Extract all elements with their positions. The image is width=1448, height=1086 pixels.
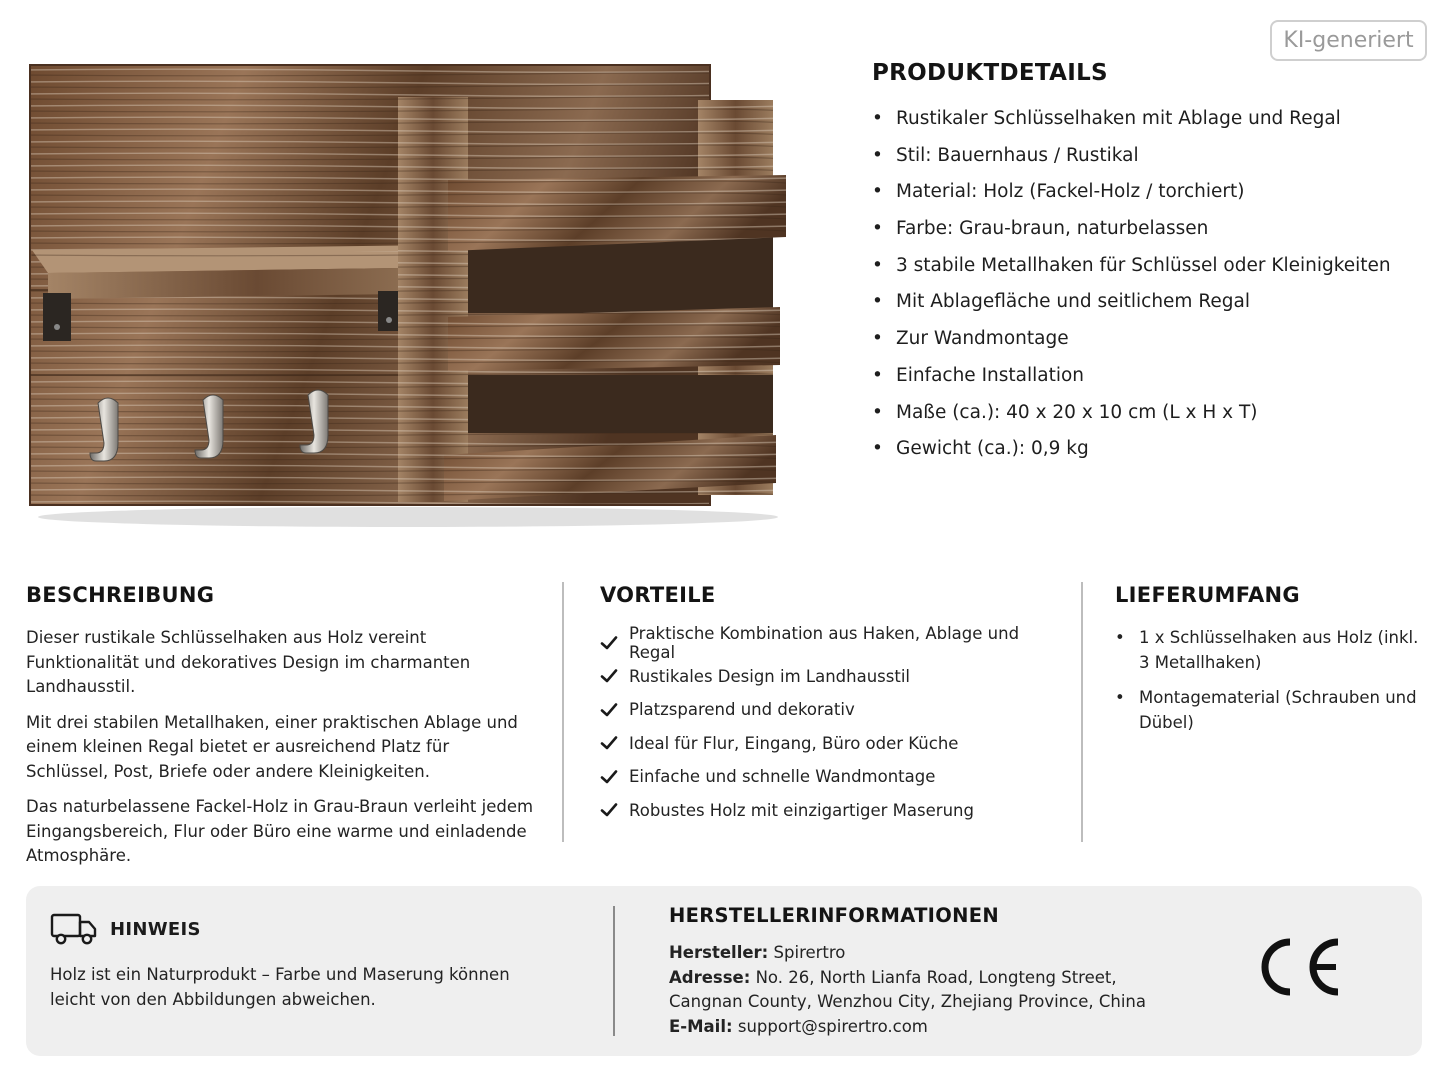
product-image — [18, 55, 793, 535]
detail-item: • 3 stabile Metallhaken für Schlüssel oder Kleinigkeiten — [872, 255, 1432, 292]
advantage-item — [600, 760, 1070, 794]
scope-item: • Montagematerial (Schrauben und Dübel) — [1115, 686, 1425, 735]
address-row — [669, 966, 1229, 991]
detail-item: • Gewicht (ca.): 0,9 kg — [872, 438, 1432, 475]
column-divider — [1081, 582, 1083, 842]
check-icon — [600, 768, 618, 786]
notice-text: Holz ist ein Naturprodukt – Farbe und Maserung können leicht von den Abbildungen abweichen. — [50, 965, 510, 1009]
column-divider — [562, 582, 564, 842]
detail-item: • Material: Holz (Fackel-Holz / torchiert) — [872, 181, 1432, 218]
detail-item: • Einfache Installation — [872, 365, 1432, 402]
description-paragraph: Das naturbelassene Fackel-Holz in Grau-Braun verleiht jedem Eingangsbereich, Flur oder Büro eine warme und einladende Atmosphäre. — [26, 797, 534, 865]
truck-icon — [50, 912, 98, 946]
advantage-item — [600, 660, 1070, 694]
scope-of-delivery-section — [1115, 583, 1425, 746]
advantage-label: Ideal für Flur, Eingang, Büro oder Küche — [629, 733, 959, 753]
check-icon — [600, 634, 618, 652]
email-label: E-Mail: — [669, 1016, 733, 1036]
address-line-1: No. 26, North Lianfa Road, Longteng Street, — [755, 967, 1117, 987]
manufacturer-row — [669, 941, 1229, 966]
detail-item: • Maße (ca.): 40 x 20 x 10 cm (L x H x T) — [872, 402, 1432, 439]
email-value: support@spirertro.com — [737, 1016, 928, 1036]
manufacturer-value: Spirertro — [773, 943, 846, 962]
email-row — [669, 1015, 1229, 1040]
manufacturer-label: Hersteller: — [669, 943, 769, 962]
address-label: Adresse: — [669, 967, 751, 987]
detail-item: • Mit Ablagefläche und seitlichem Regal — [872, 291, 1432, 328]
check-icon — [600, 667, 618, 685]
detail-item: • Zur Wandmontage — [872, 328, 1432, 365]
notice-section — [50, 912, 550, 1012]
detail-item: • Farbe: Grau-braun, naturbelassen — [872, 218, 1432, 255]
description-section — [26, 583, 536, 880]
scope-title: LIEFERUMFANG — [1115, 583, 1300, 607]
manufacturer-section — [669, 904, 1229, 1039]
info-box-divider — [613, 906, 615, 1036]
product-details-list — [872, 108, 1432, 475]
detail-item: • Stil: Bauernhaus / Rustikal — [872, 145, 1432, 182]
check-icon — [600, 801, 618, 819]
advantage-label: Rustikales Design im Landhausstil — [629, 666, 910, 686]
advantage-item — [600, 794, 1070, 828]
description-paragraph: Mit drei stabilen Metallhaken, einer praktischen Ablage und einem kleinen Regal bietet er ausreichend Platz für Schlüssel, Post, Briefe oder andere Kleinigkeiten. — [26, 712, 518, 781]
scope-item: • 1 x Schlüsselhaken aus Holz (inkl. 3 Metallhaken) — [1115, 626, 1425, 675]
ai-generated-badge: KI-generiert — [1270, 20, 1427, 61]
detail-item: • Rustikaler Schlüsselhaken mit Ablage und Regal — [872, 108, 1432, 145]
notice-header — [50, 912, 550, 946]
advantages-title: VORTEILE — [600, 583, 716, 607]
scope-list — [1115, 626, 1425, 735]
ce-mark-icon — [1256, 936, 1342, 998]
description-title: BESCHREIBUNG — [26, 583, 215, 607]
advantage-item — [600, 623, 1070, 662]
advantage-item — [600, 727, 1070, 761]
advantage-label: Platzsparend und dekorativ — [629, 700, 855, 720]
check-icon — [600, 701, 618, 719]
advantage-item — [600, 693, 1070, 727]
manufacturer-title: HERSTELLERINFORMATIONEN — [669, 904, 999, 927]
check-icon — [600, 734, 618, 752]
product-details — [872, 60, 1432, 475]
advantages-section — [600, 583, 1070, 827]
notice-title: HINWEIS — [110, 918, 201, 940]
address-row-2: Cangnan County, Wenzhou City, Zhejiang Province, China — [669, 992, 1146, 1011]
advantage-label: Robustes Holz mit einzigartiger Maserung — [629, 800, 974, 820]
advantage-label: Einfache und schnelle Wandmontage — [629, 767, 936, 787]
advantage-label: Praktische Kombination aus Haken, Ablage und Regal — [629, 623, 1020, 662]
description-paragraph: Dieser rustikale Schlüsselhaken aus Holz vereint Funktionalität und dekoratives Design im charmanten Landhausstil. — [26, 628, 471, 696]
product-details-title: PRODUKTDETAILS — [872, 60, 1108, 86]
advantages-list — [600, 623, 1070, 827]
info-box — [26, 886, 1422, 1056]
